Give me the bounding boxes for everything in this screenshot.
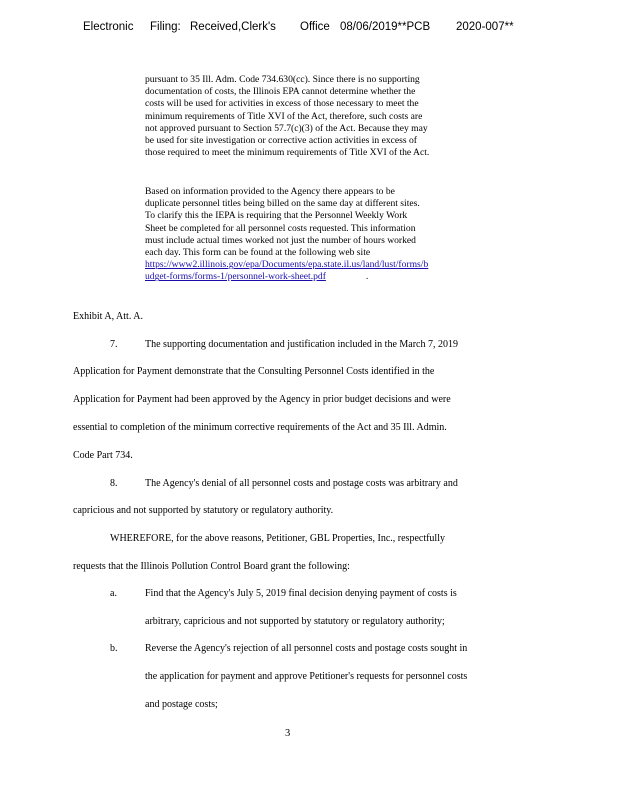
wherefore-line: requests that the Illinois Pollution Control Board grant the following: bbox=[73, 561, 350, 572]
quote2-line: Sheet be completed for all personnel costs requested. This information bbox=[145, 222, 416, 234]
paragraph-7-line: Application for Payment demonstrate that the Consulting Personnel Costs identified in the bbox=[73, 366, 435, 377]
paragraph-7-number: 7. bbox=[110, 339, 118, 350]
personnel-work-sheet-link[interactable]: https://www2.illinois.gov/epa/Documents/epa.state.il.us/land/lust/forms/b bbox=[145, 259, 429, 271]
link-trailing-period: . bbox=[365, 271, 369, 283]
paragraph-8-line: The Agency's denial of all personnel costs and postage costs was arbitrary and bbox=[145, 478, 458, 489]
quote2-line: To clarify this the IEPA is requiring that the Personnel Weekly Work bbox=[145, 210, 408, 222]
quoted-block-2 bbox=[145, 186, 503, 284]
exhibit-reference: Exhibit A, Att. A. bbox=[73, 311, 144, 322]
quoted-block-1 bbox=[145, 74, 503, 159]
item-a-line: arbitrary, capricious and not supported by statutory or regulatory authority; bbox=[145, 616, 445, 627]
item-b-line: the application for payment and approve Petitioner's requests for personnel costs bbox=[145, 671, 468, 682]
page-header bbox=[0, 21, 618, 37]
paragraph-7-line: Code Part 734. bbox=[73, 450, 133, 461]
paragraph-8-number: 8. bbox=[110, 478, 118, 489]
paragraph-7-line: Application for Payment had been approved by the Agency in prior budget decisions and were bbox=[73, 394, 451, 405]
quote2-line: must include actual times worked not just the number of hours worked bbox=[145, 234, 416, 246]
personnel-work-sheet-link-cont[interactable]: udget-forms/forms-1/personnel-work-sheet.pdf bbox=[145, 271, 326, 283]
header-office: Office bbox=[300, 21, 330, 33]
quote1-line: documentation of costs, the Illinois EPA cannot determine whether the bbox=[145, 86, 416, 98]
header-received: Received,Clerk's bbox=[190, 21, 276, 33]
item-a-line: Find that the Agency's July 5, 2019 final decision denying payment of costs is bbox=[145, 588, 457, 599]
paragraph-7-line: The supporting documentation and justification included in the March 7, 2019 bbox=[145, 339, 458, 350]
quote1-line: those required to meet the minimum requirements of Title XVI of the Act. bbox=[145, 147, 430, 159]
quote2-line: duplicate personnel titles being billed on the same day at different sites. bbox=[145, 198, 420, 210]
paragraph-8-line: capricious and not supported by statutory or regulatory authority. bbox=[73, 505, 334, 516]
item-b-letter: b. bbox=[110, 643, 118, 654]
quote2-line: each day. This form can be found at the following web site bbox=[145, 247, 371, 259]
quote1-line: be used for site investigation or corrective action activities in excess of bbox=[145, 135, 417, 147]
quote2-line: Based on information provided to the Agency there appears to be bbox=[145, 186, 395, 197]
wherefore-line: WHEREFORE, for the above reasons, Petitioner, GBL Properties, Inc., respectfully bbox=[110, 533, 445, 544]
header-case: 2020-007** bbox=[456, 21, 514, 33]
header-date: 08/06/2019**PCB bbox=[340, 21, 431, 33]
paragraph-7-line: essential to completion of the minimum corrective requirements of the Act and 35 Ill. Admin. bbox=[73, 422, 447, 433]
item-b-line: and postage costs; bbox=[145, 699, 218, 710]
header-filing: Filing: bbox=[150, 21, 181, 33]
quote1-line: not approved pursuant to Section 57.7(c)(3) of the Act. Because they may bbox=[145, 122, 428, 134]
quote1-line: costs will be used for activities in excess of those necessary to meet the bbox=[145, 98, 419, 110]
quote1-line: minimum requirements of Title XVI of the Act, therefore, such costs are bbox=[145, 110, 423, 122]
item-a-letter: a. bbox=[110, 588, 117, 599]
header-electronic: Electronic bbox=[83, 21, 134, 33]
item-b-line: Reverse the Agency's rejection of all personnel costs and postage costs sought in bbox=[145, 643, 468, 654]
quote1-line: pursuant to 35 Ill. Adm. Code 734.630(cc). Since there is no supporting bbox=[145, 74, 420, 85]
page-number: 3 bbox=[285, 728, 291, 739]
